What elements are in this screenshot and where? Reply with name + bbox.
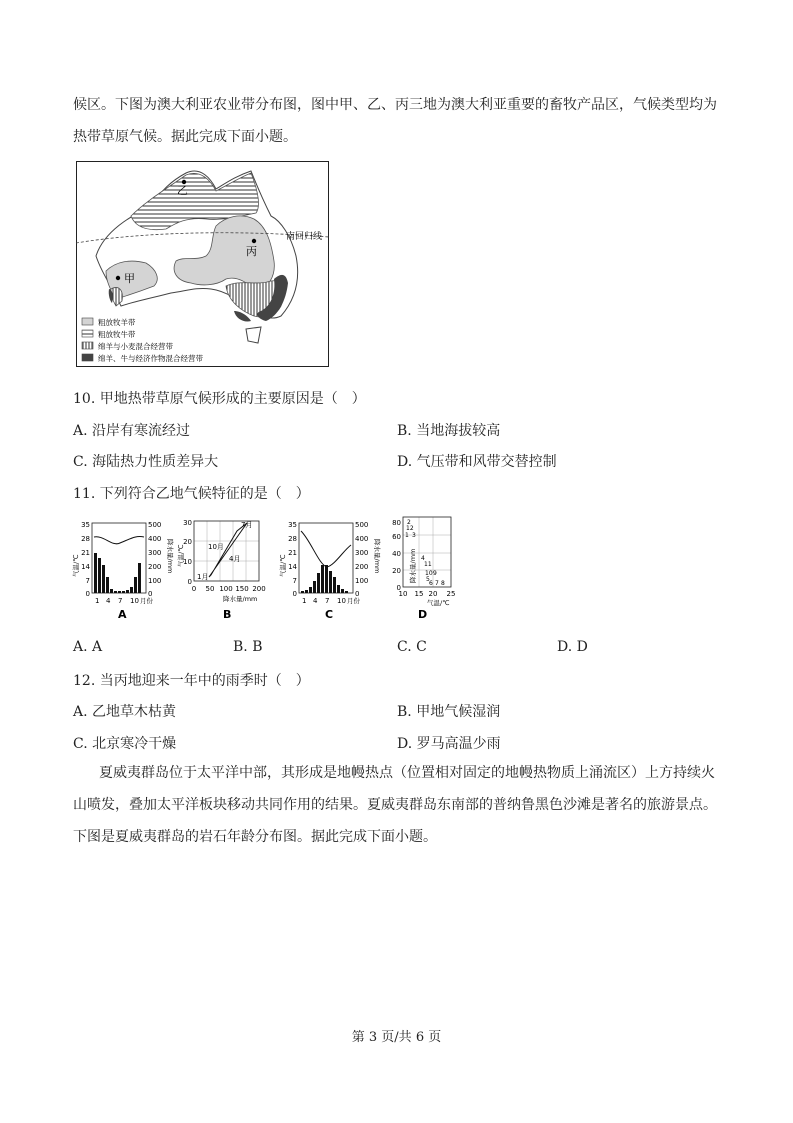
chart-d-point-7: 7	[435, 580, 439, 587]
chart-d-point-1: 1	[405, 532, 409, 539]
chart-a-xtick-7: 7	[118, 597, 123, 605]
chart-b-ytick-30: 30	[183, 519, 192, 527]
chart-c-y2tick-200: 200	[355, 563, 369, 571]
q12-option-a[interactable]: A. 乙地草木枯黄	[73, 704, 177, 720]
chart-d-point-11: 11	[424, 561, 432, 568]
chart-b-xtick-150: 150	[235, 585, 249, 593]
chart-d-ytick-0: 0	[396, 584, 401, 592]
chart-a-y2tick-0: 0	[148, 590, 153, 598]
chart-a-ylabel: 气温/℃	[72, 554, 80, 577]
chart-c-label: C	[325, 608, 334, 621]
chart-d-ytick-80: 80	[392, 519, 401, 527]
chart-d-point-2: 2	[407, 519, 411, 526]
chart-d-point-9: 9	[433, 570, 437, 577]
chart-a-y2tick-300: 300	[148, 549, 162, 557]
chart-a-ytick-7: 7	[85, 577, 90, 585]
map-label-yi: 乙	[177, 184, 188, 197]
chart-d-ytick-20: 20	[392, 567, 401, 575]
chart-d-xtick-25: 25	[446, 590, 456, 598]
hawaii-line-1: 夏威夷群岛位于太平洋中部，其形成是地幔热点（位置相对固定的地幔热物质上涌流区）上方持续火	[99, 765, 715, 781]
q12-option-d[interactable]: D. 罗马高温少雨	[397, 736, 501, 752]
chart-c-y2tick-400: 400	[355, 535, 369, 543]
q11-option-a[interactable]: A. A	[73, 639, 103, 655]
chart-c-xtick-4: 4	[313, 597, 318, 605]
chart-b-label: B	[223, 608, 232, 621]
legend-label-cattle: 粗放牧牛带	[98, 330, 136, 339]
q12-option-c[interactable]: C. 北京寒冷干燥	[73, 736, 177, 752]
chart-d-label: D	[418, 608, 428, 621]
chart-d-point-10: 10	[425, 570, 433, 577]
legend-swatch-cattle	[82, 330, 93, 337]
q11-option-c[interactable]: C. C	[397, 639, 427, 655]
legend-label-wheat-sheep: 绵羊与小麦混合经营带	[98, 342, 173, 351]
australia-agriculture-map	[76, 161, 329, 367]
chart-d-point-4: 4	[421, 555, 425, 562]
page-number: 第 3 页/共 6 页	[351, 1030, 442, 1045]
chart-c-y2tick-500: 500	[355, 521, 369, 529]
chart-b-xtick-200: 200	[252, 585, 266, 593]
q12-option-b[interactable]: B. 甲地气候湿润	[397, 704, 501, 720]
chart-a-y2tick-200: 200	[148, 563, 162, 571]
q12-stem: 12. 当丙地迎来一年中的雨季时（ ）	[73, 673, 310, 689]
chart-d-point-8: 8	[441, 580, 445, 587]
q10-option-b[interactable]: B. 当地海拔较高	[397, 423, 501, 439]
chart-c-y2label: 降水量/mm	[373, 539, 381, 574]
chart-b-ytick-0: 0	[187, 578, 192, 586]
chart-d-xtick-10: 10	[398, 590, 408, 598]
chart-c-ytick-7: 7	[292, 577, 297, 585]
climate-chart-b	[177, 517, 267, 622]
chart-a-ytick-28: 28	[81, 535, 90, 543]
hawaii-line-3: 下图是夏威夷群岛的岩石年龄分布图。据此完成下面小题。	[73, 829, 437, 845]
intro-line-2: 热带草原气候。据此完成下面小题。	[73, 129, 297, 145]
q11-option-d[interactable]: D. D	[557, 639, 588, 655]
legend-swatch-mixed-crops	[82, 354, 93, 361]
legend-label-mixed-crops: 绵羊、牛与经济作物混合经营带	[98, 354, 203, 363]
chart-a-xlabel: 月份	[140, 597, 153, 605]
chart-b-annot-apr: 4月	[229, 555, 241, 563]
chart-a-ytick-35: 35	[81, 521, 90, 529]
chart-a-xtick-1: 1	[95, 597, 100, 605]
chart-d-xlabel: 气温/℃	[427, 599, 450, 607]
chart-c-ytick-0: 0	[292, 590, 297, 598]
map-label-bing: 丙	[246, 245, 257, 258]
climate-chart-d	[385, 513, 465, 622]
climate-chart-c	[279, 517, 379, 622]
chart-a-label: A	[118, 608, 127, 621]
climate-chart-a	[72, 517, 172, 622]
legend-swatch-sheep	[82, 318, 93, 325]
chart-a-y2label: 降水量/mm	[166, 539, 174, 574]
chart-c-y2tick-100: 100	[355, 577, 369, 585]
q10-option-d[interactable]: D. 气压带和风带交替控制	[397, 454, 557, 470]
q10-stem: 10. 甲地热带草原气候形成的主要原因是（ ）	[73, 391, 366, 407]
hawaii-line-2: 山喷发，叠加太平洋板块移动共同作用的结果。夏威夷群岛东南部的普纳鲁黑色沙滩是著名的旅游景点。	[73, 797, 717, 813]
chart-c-ylabel: 气温/℃	[279, 554, 287, 577]
chart-b-ylabel: 气温/℃	[177, 544, 185, 567]
chart-a-ytick-14: 14	[81, 563, 90, 571]
chart-c-xtick-7: 7	[325, 597, 330, 605]
chart-c-ytick-14: 14	[288, 563, 297, 571]
intro-line-1: 候区。下图为澳大利亚农业带分布图，图中甲、乙、丙三地为澳大利亚重要的畜牧产品区，气候类型均为	[73, 97, 717, 113]
q11-stem: 11. 下列符合乙地气候特征的是（ ）	[73, 486, 310, 502]
map-label-tropic: 南回归线	[286, 232, 323, 242]
chart-b-annot-oct: 10月	[208, 543, 224, 551]
chart-a-y2tick-100: 100	[148, 577, 162, 585]
legend-label-sheep: 粗放牧羊带	[98, 318, 136, 327]
chart-b-xtick-50: 50	[205, 585, 215, 593]
chart-a-ytick-0: 0	[85, 590, 90, 598]
chart-b-annot-jul: 7月	[241, 521, 253, 529]
chart-d-xtick-20: 20	[428, 590, 438, 598]
chart-d-point-3: 3	[412, 532, 416, 539]
chart-c-y2tick-300: 300	[355, 549, 369, 557]
chart-b-xlabel: 降水量/mm	[223, 595, 258, 603]
chart-b-ytick-20: 20	[183, 538, 192, 546]
chart-a-y2tick-400: 400	[148, 535, 162, 543]
chart-c-ytick-35: 35	[288, 521, 297, 529]
chart-d-point-5: 5	[426, 576, 430, 583]
chart-d-xtick-15: 15	[414, 590, 424, 598]
chart-c-y2tick-0: 0	[355, 590, 360, 598]
chart-c-xtick-1: 1	[302, 597, 307, 605]
chart-b-xtick-100: 100	[219, 585, 233, 593]
chart-d-ylabel: 降水量/mm	[409, 548, 417, 583]
chart-a-xtick-10: 10	[130, 597, 139, 605]
chart-d-ytick-60: 60	[392, 533, 401, 541]
chart-c-xlabel: 月份	[347, 597, 360, 605]
chart-a-xtick-4: 4	[106, 597, 111, 605]
legend-swatch-wheat-sheep	[82, 342, 93, 349]
chart-c-ytick-28: 28	[288, 535, 297, 543]
chart-c-ytick-21: 21	[288, 549, 297, 557]
chart-d-point-12: 12	[406, 525, 414, 532]
map-label-jia: 甲	[124, 272, 135, 285]
chart-d-point-6: 6	[429, 580, 433, 587]
chart-a-y2tick-500: 500	[148, 521, 162, 529]
q10-option-a[interactable]: A. 沿岸有寒流经过	[73, 423, 191, 439]
q11-option-b[interactable]: B. B	[233, 639, 263, 655]
chart-b-ytick-10: 10	[183, 558, 192, 566]
chart-b-annot-jan: 1月	[197, 573, 209, 581]
chart-b-xtick-0: 0	[191, 585, 197, 593]
q10-option-c[interactable]: C. 海陆热力性质差异大	[73, 454, 219, 470]
chart-c-xtick-10: 10	[337, 597, 346, 605]
chart-a-ytick-21: 21	[81, 549, 90, 557]
chart-d-ytick-40: 40	[392, 550, 401, 558]
